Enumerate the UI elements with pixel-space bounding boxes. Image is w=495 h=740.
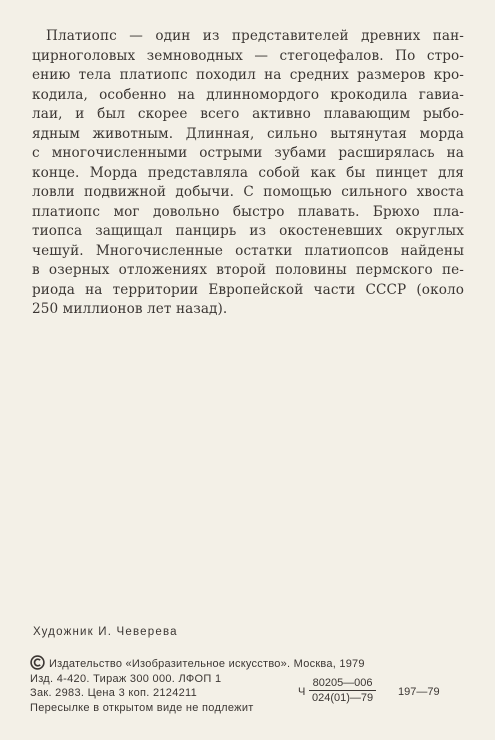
index-denominator: 024(01)—79 (312, 692, 374, 704)
catalog-index (298, 676, 478, 716)
article-line: риода на территории Европейской части СССР (около (32, 281, 464, 298)
article-line: конце. Морда представляла собой как бы пинцет для (32, 164, 464, 181)
article-line: ению тела платиопс походил на средних размеров кро- (32, 67, 464, 83)
article-line: 250 миллионов лет назад). (32, 301, 228, 317)
article-text (32, 27, 464, 320)
index-code: 197—79 (398, 686, 440, 698)
article-line: ядным животным. Длинная, сильно вытянутая морда (32, 125, 464, 142)
article-line: Платиопс — один из представителей древних пан- (46, 28, 464, 44)
article-line: чешуй. Многочисленные остатки платиопсов найдены (32, 242, 464, 259)
article-line: цирноголовых земноводных — стегоцефалов. По стро- (32, 47, 464, 64)
article-line: платиопс мог довольно быстро плавать. Брюхо пла- (32, 203, 464, 220)
publisher-text: Издательство «Изобразительное искусство». Москва, 1979 (49, 658, 365, 670)
imprint-block (30, 657, 470, 714)
imprint-details (30, 672, 254, 716)
article-line: лаи, и был скорее всего активно плавающим рыбо- (32, 106, 464, 122)
artist-credit: Художник И. Чеверева (33, 626, 178, 638)
copyright-icon (30, 655, 45, 670)
article-line: в озерных отложениях второй половины пермского пе- (32, 262, 464, 278)
mailing-text: Пересылке в открытом виде не подлежит (30, 701, 254, 714)
article-line: с многочисленными острыми зубами расширялась на (32, 145, 464, 161)
order-text: Зак. 2983. Цена 3 коп. 2124211 (30, 687, 198, 699)
index-prefix: Ч (298, 686, 306, 698)
index-fraction (309, 676, 376, 705)
article-line: ловли подвижной добычи. С помощью сильного хвоста (32, 184, 464, 200)
publisher-row (30, 657, 470, 672)
article-line: кодила, особенно на длинномордого крокодила гавиа- (32, 86, 464, 103)
article-line: тиопса защищал панцирь из окостеневших округлых (32, 223, 464, 239)
index-numerator: 80205—006 (309, 676, 376, 691)
edition-text: Изд. 4-420. Тираж 300 000. ЛФОП 1 (30, 672, 222, 685)
